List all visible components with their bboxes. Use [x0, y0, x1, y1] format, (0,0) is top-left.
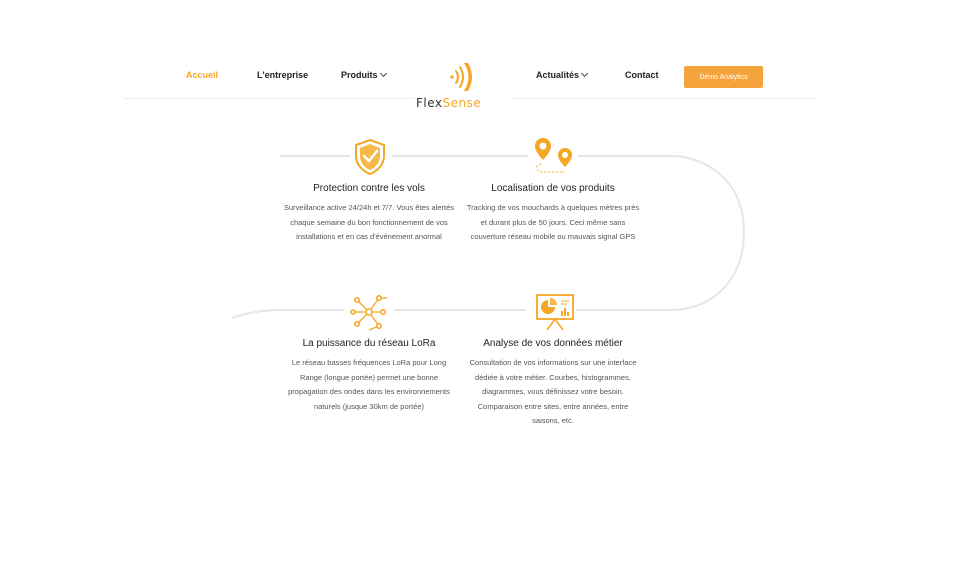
feature-desc-localisation: Tracking de vos mouchards à quelques mètres près et durant plus de 50 jours. Ceci même sans couverture réseau mobile ou mauvais signal GPS — [466, 203, 640, 241]
feature-title-protection: Protection contre les vols — [313, 183, 425, 194]
nav-contact[interactable]: Contact — [625, 70, 659, 80]
logo-sense: Sense — [442, 96, 482, 110]
shield-check-icon — [353, 138, 387, 176]
nav-accueil[interactable]: Accueil — [186, 70, 219, 80]
feature-title-lora: La puissance du réseau LoRa — [302, 338, 436, 349]
network-nodes-icon — [349, 292, 389, 332]
nav-entreprise[interactable]: L'entreprise — [257, 70, 309, 80]
feature-desc-protection: Surveillance active 24/24h et 7/7. Vous êtes alertés chaque semaine du bon fonctionnement de vos installations et en cas d'événement anormal — [283, 203, 455, 241]
nav-actualites-label: Actualités — [536, 70, 580, 80]
logo-flex: Flex — [416, 96, 443, 110]
feature-title-analyse: Analyse de vos données métier — [483, 338, 623, 349]
feature-desc-lora: Le réseau basses fréquences LoRa pour Long Range (longue portée) permet une bonne propagation des ondes dans les environnements naturels (jusque 30km de portée) — [288, 358, 450, 411]
analytics-board-icon — [533, 292, 577, 332]
nav-produits-label: Produits — [341, 70, 378, 80]
demo-analytics-button[interactable]: Démo Analytics — [684, 66, 763, 88]
feature-title-localisation: Localisation de vos produits — [491, 183, 615, 194]
location-pins-icon — [531, 136, 577, 176]
feature-desc-analyse: Consultation de vos informations sur une interface dédiée à votre métier. Courbes, histogrammes, diagrammes, vous définissez votre besoin. Comparaison entre sites, entre années, entre saisons, etc. — [469, 358, 637, 425]
